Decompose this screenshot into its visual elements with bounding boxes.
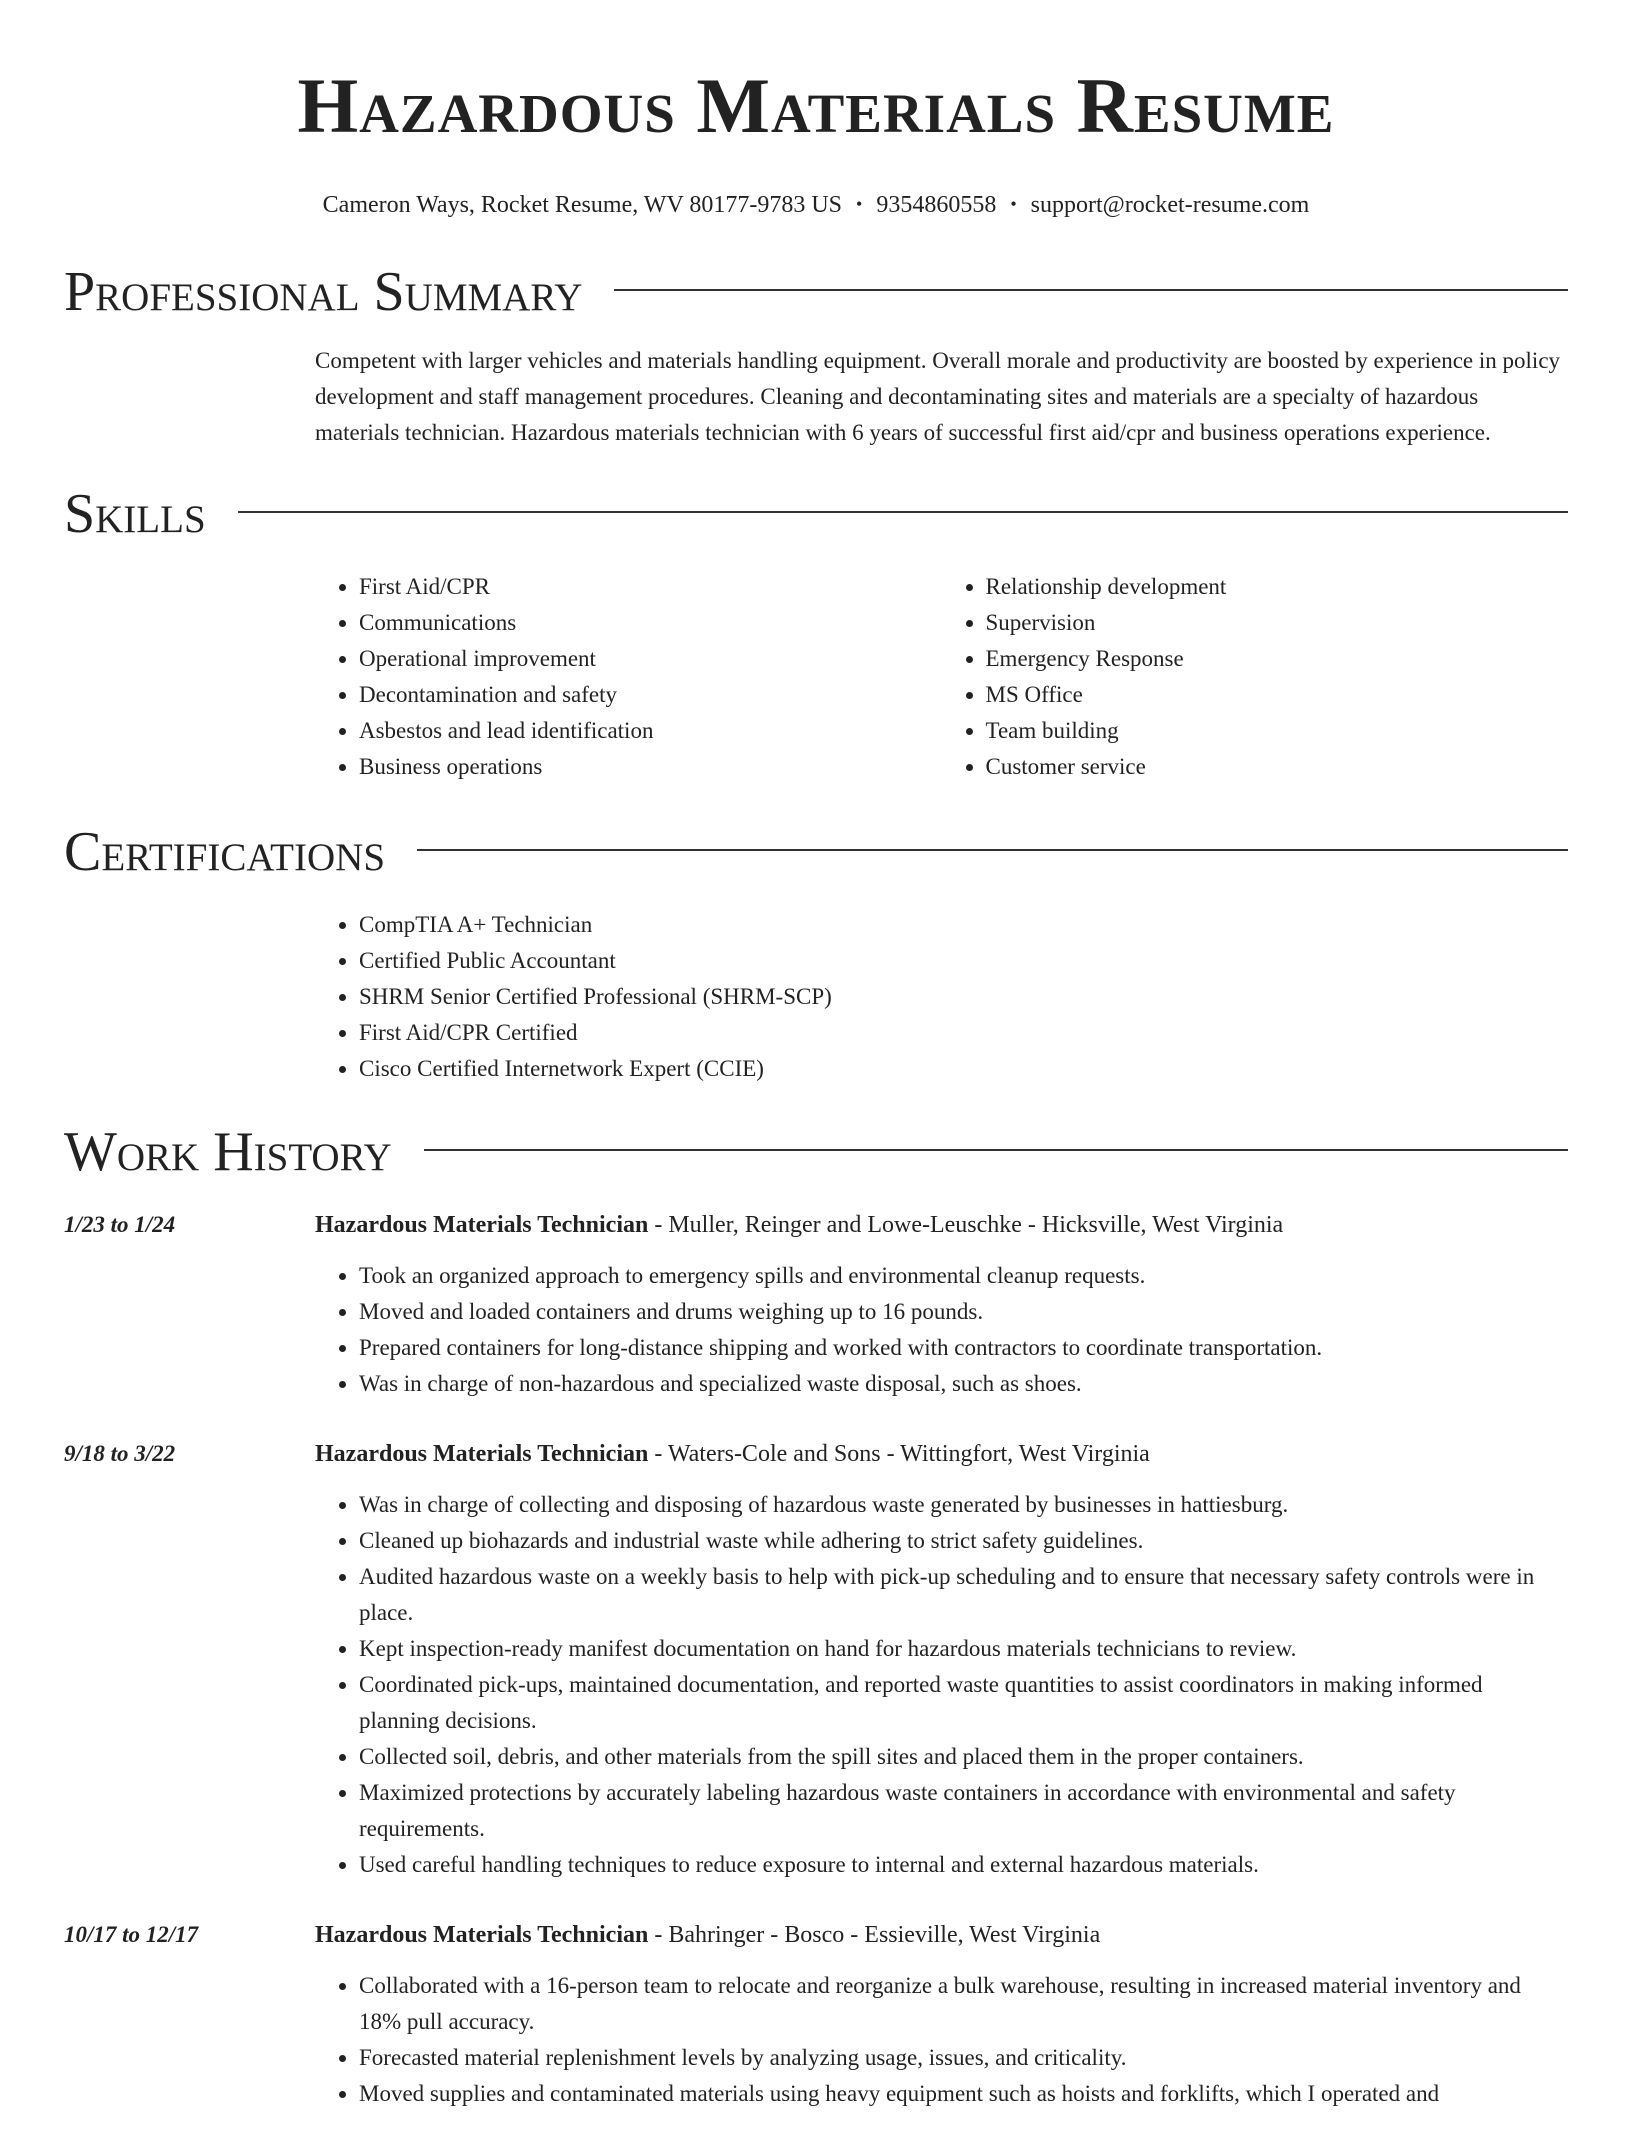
skill-item: • MS Office (986, 677, 1569, 713)
job-bullet: • Was in charge of collecting and disposing of hazardous waste generated by businesses in hattiesburg. (359, 1487, 1568, 1523)
skills-list (315, 569, 1568, 785)
skills-right-column (942, 569, 1569, 785)
skill-item: • Relationship development (986, 569, 1569, 605)
job-bullet: • Collected soil, debris, and other materials from the spill sites and placed them in the proper containers. (359, 1739, 1568, 1775)
job-bullet: • Was in charge of non-hazardous and specialized waste disposal, such as shoes. (359, 1366, 1568, 1402)
certification-item: • First Aid/CPR Certified (359, 1015, 1568, 1051)
certifications-heading: Certifications (64, 821, 386, 883)
job-role: Hazardous Materials Technician (315, 1441, 649, 1467)
skills-heading: Skills (64, 483, 206, 545)
section-divider (424, 1149, 1568, 1151)
job-bullet: • Cleaned up biohazards and industrial waste while adhering to strict safety guidelines. (359, 1523, 1568, 1559)
skill-item: • Communications (359, 605, 942, 641)
section-divider (417, 849, 1568, 851)
job-bullet: • Forecasted material replenishment levels by analyzing usage, issues, and criticality. (359, 2040, 1568, 2076)
job-entry (64, 1917, 1568, 2112)
skill-item: • Customer service (986, 749, 1569, 785)
job-entry (64, 1436, 1568, 1883)
skill-item: • Supervision (986, 605, 1569, 641)
bullet-separator: • (1010, 194, 1017, 214)
job-employer: - Bahringer - Bosco - Essieville, West Virginia (648, 1922, 1101, 1948)
job-bullet: • Prepared containers for long-distance shipping and worked with contractors to coordinate transportation. (359, 1330, 1568, 1366)
job-role: Hazardous Materials Technician (315, 1212, 649, 1238)
certifications-section-header (64, 819, 1568, 885)
certification-item: • CompTIA A+ Technician (359, 907, 1568, 943)
skill-item: • Emergency Response (986, 641, 1569, 677)
job-role: Hazardous Materials Technician (315, 1922, 649, 1948)
job-employer: - Muller, Reinger and Lowe-Leuschke - Hicksville, West Virginia (648, 1212, 1284, 1238)
job-title-line (315, 1436, 1568, 1472)
certification-item: • SHRM Senior Certified Professional (SHRM-SCP) (359, 979, 1568, 1015)
job-title-line (315, 1207, 1568, 1243)
job-bullet: • Moved and loaded containers and drums weighing up to 16 pounds. (359, 1294, 1568, 1330)
work-history-section-header (64, 1119, 1568, 1185)
contact-phone: 9354860558 (876, 192, 997, 218)
job-bullet: • Maximized protections by accurately labeling hazardous waste containers in accordance with environmental and safety requirements. (359, 1775, 1568, 1847)
job-title-line (315, 1917, 1568, 1953)
certification-item: • Cisco Certified Internetwork Expert (CCIE) (359, 1051, 1568, 1087)
job-bullet: • Used careful handling techniques to reduce exposure to internal and external hazardous materials. (359, 1847, 1568, 1883)
job-bullets (315, 1487, 1568, 1883)
job-employer: - Waters-Cole and Sons - Wittingfort, West Virginia (648, 1441, 1150, 1467)
skill-item: • First Aid/CPR (359, 569, 942, 605)
certifications-ul (315, 907, 1568, 1087)
contact-line (64, 190, 1568, 221)
job-header (64, 1207, 1568, 1243)
contact-email: support@rocket-resume.com (1030, 192, 1310, 218)
job-dates: 1/23 to 1/24 (64, 1212, 176, 1237)
job-header (64, 1436, 1568, 1472)
skill-item: • Business operations (359, 749, 942, 785)
skill-item: • Operational improvement (359, 641, 942, 677)
section-divider (238, 511, 1568, 513)
summary-heading: Professional Summary (64, 261, 583, 323)
job-bullet: • Coordinated pick-ups, maintained documentation, and reported waste quantities to assist coordinators in making informed planning decisions. (359, 1667, 1568, 1739)
skill-item: • Decontamination and safety (359, 677, 942, 713)
summary-section-header (64, 259, 1568, 325)
skill-item: • Team building (986, 713, 1569, 749)
certifications-list (315, 907, 1568, 1087)
job-header (64, 1917, 1568, 1953)
resume-page (64, 0, 1568, 2146)
job-dates: 9/18 to 3/22 (64, 1441, 176, 1466)
section-divider (614, 289, 1568, 291)
resume-title: Hazardous Materials Resume (297, 62, 1335, 149)
job-dates: 10/17 to 12/17 (64, 1922, 199, 1947)
job-bullet: • Audited hazardous waste on a weekly basis to help with pick-up scheduling and to ensure that necessary safety controls were in place. (359, 1559, 1568, 1631)
job-bullets (315, 1258, 1568, 1402)
bullet-separator: • (856, 194, 863, 214)
skills-section-header (64, 481, 1568, 547)
job-entry (64, 1207, 1568, 1402)
skills-left-column (315, 569, 942, 785)
job-bullets (315, 1968, 1568, 2112)
work-history-list (64, 1207, 1568, 2112)
certification-item: • Certified Public Accountant (359, 943, 1568, 979)
skill-item: • Asbestos and lead identification (359, 713, 942, 749)
work-history-heading: Work History (64, 1121, 392, 1183)
contact-address: Cameron Ways, Rocket Resume, WV 80177-9783 US (322, 192, 843, 218)
job-bullet: • Kept inspection-ready manifest documentation on hand for hazardous materials technicians to review. (359, 1631, 1568, 1667)
summary-text: Competent with larger vehicles and materials handling equipment. Overall morale and productivity are boosted by experience in policy development and staff management procedures. Cleaning and decontaminating sites and materials are a specialty of hazardous materials technician. Hazardous materials technician with 6 years of successful first aid/cpr and business operations experience. (315, 348, 1561, 445)
job-bullet: • Moved supplies and contaminated materials using heavy equipment such as hoists and forklifts, which I operated and (359, 2076, 1568, 2112)
job-bullet: • Collaborated with a 16-person team to relocate and reorganize a bulk warehouse, resulting in increased material inventory and 18% pull accuracy. (359, 1968, 1568, 2040)
job-bullet: • Took an organized approach to emergency spills and environmental cleanup requests. (359, 1258, 1568, 1294)
